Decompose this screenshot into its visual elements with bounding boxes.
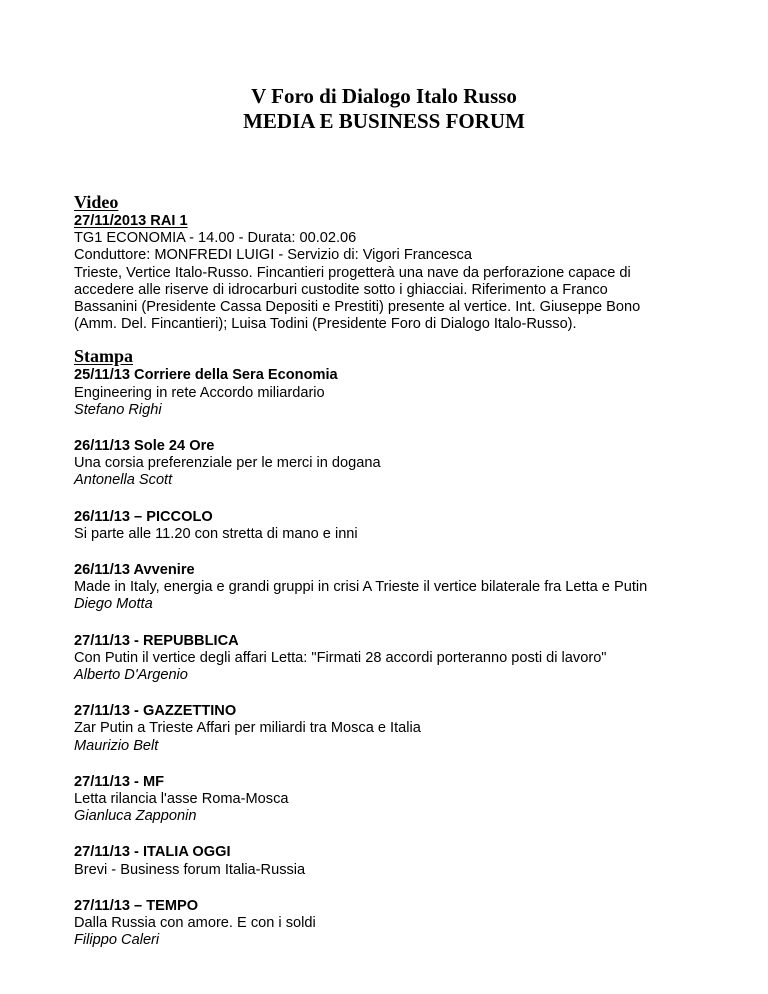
article-title: Dalla Russia con amore. E con i soldi bbox=[74, 915, 316, 932]
video-desc-line: (Amm. Del. Fincantieri); Luisa Todini (Presidente Foro di Dialogo Italo-Russo). bbox=[74, 316, 577, 333]
article-source: 27/11/13 - REPUBBLICA bbox=[74, 632, 239, 649]
article-source: 26/11/13 Avvenire bbox=[74, 562, 195, 579]
article-item bbox=[74, 844, 754, 878]
article-title: Letta rilancia l'asse Roma-Mosca bbox=[74, 791, 289, 808]
article-author: Alberto D'Argenio bbox=[74, 667, 188, 684]
article-author: Maurizio Belt bbox=[74, 737, 159, 754]
article-title: Brevi - Business forum Italia-Russia bbox=[74, 861, 306, 878]
article-title: Una corsia preferenziale per le merci in dogana bbox=[74, 455, 381, 472]
video-desc-line: Trieste, Vertice Italo-Russo. Fincantieri progetterà una nave da perforazione capace di bbox=[74, 264, 631, 281]
title-line-2: MEDIA E BUSINESS FORUM bbox=[243, 109, 525, 133]
article-author: Antonella Scott bbox=[74, 472, 173, 489]
video-desc-line: accedere alle riserve di idrocarburi custodite sotto i ghiacciai. Riferimento a Franco bbox=[74, 281, 608, 298]
article-source: 27/11/13 - ITALIA OGGI bbox=[74, 844, 231, 861]
article-source: 27/11/13 - MF bbox=[74, 773, 165, 790]
article-author: Gianluca Zapponin bbox=[74, 808, 197, 825]
title-line-1: V Foro di Dialogo Italo Russo bbox=[251, 84, 517, 108]
article-title: Engineering in rete Accordo miliardario bbox=[74, 384, 325, 401]
article-item bbox=[74, 367, 754, 419]
article-item bbox=[74, 703, 754, 755]
stampa-section bbox=[74, 345, 754, 949]
article-title: Made in Italy, energia e grandi gruppi in crisi A Trieste il vertice bilaterale fra Letta e Putin bbox=[74, 579, 648, 596]
video-host-line: Conduttore: MONFREDI LUIGI - Servizio di: Vigori Francesca bbox=[74, 247, 472, 264]
video-section bbox=[74, 191, 754, 333]
article-item bbox=[74, 438, 754, 490]
article-title: Con Putin il vertice degli affari Letta: "Firmati 28 accordi porteranno posti di lavoro" bbox=[74, 649, 607, 666]
article-author: Filippo Caleri bbox=[74, 932, 160, 949]
article-author: Diego Motta bbox=[74, 596, 153, 613]
video-date-line: 27/11/2013 RAI 1 bbox=[74, 213, 188, 229]
article-source: 26/11/13 – PICCOLO bbox=[74, 508, 213, 525]
article-item bbox=[74, 898, 754, 950]
document-body bbox=[74, 191, 754, 969]
article-source: 26/11/13 Sole 24 Ore bbox=[74, 438, 215, 455]
article-source: 27/11/13 – TEMPO bbox=[74, 897, 199, 914]
article-source: 27/11/13 - GAZZETTINO bbox=[74, 703, 237, 720]
article-title: Si parte alle 11.20 con stretta di mano e inni bbox=[74, 525, 358, 542]
section-spacer bbox=[74, 333, 754, 345]
video-heading: Video bbox=[74, 192, 119, 212]
article-item bbox=[74, 774, 754, 826]
video-program-line: TG1 ECONOMIA - 14.00 - Durata: 00.02.06 bbox=[74, 230, 357, 247]
article-author: Stefano Righi bbox=[74, 401, 162, 418]
article-item bbox=[74, 562, 754, 614]
document-title bbox=[0, 84, 768, 134]
video-desc-line: Bassanini (Presidente Cassa Depositi e Prestiti) presente al vertice. Int. Giuseppe Bono bbox=[74, 299, 641, 316]
article-source: 25/11/13 Corriere della Sera Economia bbox=[74, 367, 338, 384]
article-item bbox=[74, 509, 754, 543]
stampa-heading: Stampa bbox=[74, 346, 134, 367]
article-title: Zar Putin a Trieste Affari per miliardi tra Mosca e Italia bbox=[74, 720, 421, 737]
article-item bbox=[74, 633, 754, 685]
